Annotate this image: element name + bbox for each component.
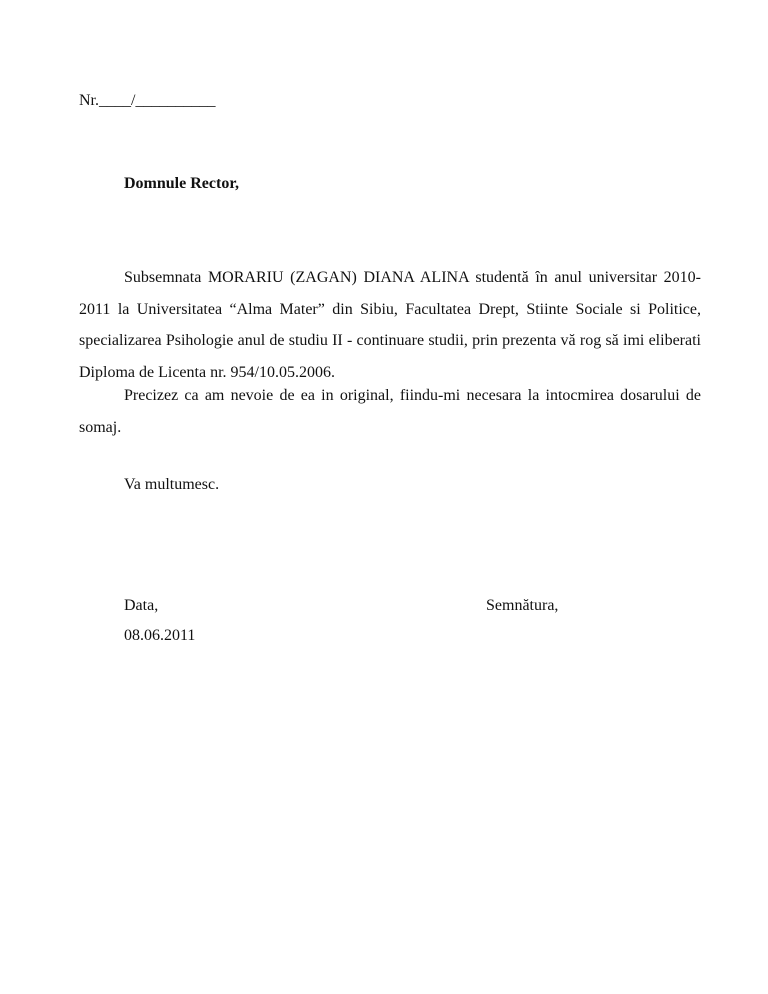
date-label: Data, — [124, 597, 159, 614]
registration-number: Nr.____/__________ — [79, 92, 216, 109]
request-paragraph: Subsemnata MORARIU (ZAGAN) DIANA ALINA studentă în anul universitar 2010-2011 la Universitatea “Alma Mater” din Sibiu, Facultatea Drept, Stiinte Sociale si Politice, specializarea Psihologie anul de studiu II - continuare studii, prin prezenta vă rog să imi eliberati Diploma de Licenta nr. 954/10.05.2006. — [79, 269, 701, 381]
signature-label: Semnătura, — [486, 597, 559, 614]
reason-paragraph: Precizez ca am nevoie de ea in original, fiindu-mi necesara la intocmirea dosarului de somaj. — [79, 387, 701, 436]
salutation: Domnule Rector, — [124, 175, 239, 192]
date-value: 08.06.2011 — [124, 627, 196, 644]
closing-text: Va multumesc. — [124, 476, 220, 493]
